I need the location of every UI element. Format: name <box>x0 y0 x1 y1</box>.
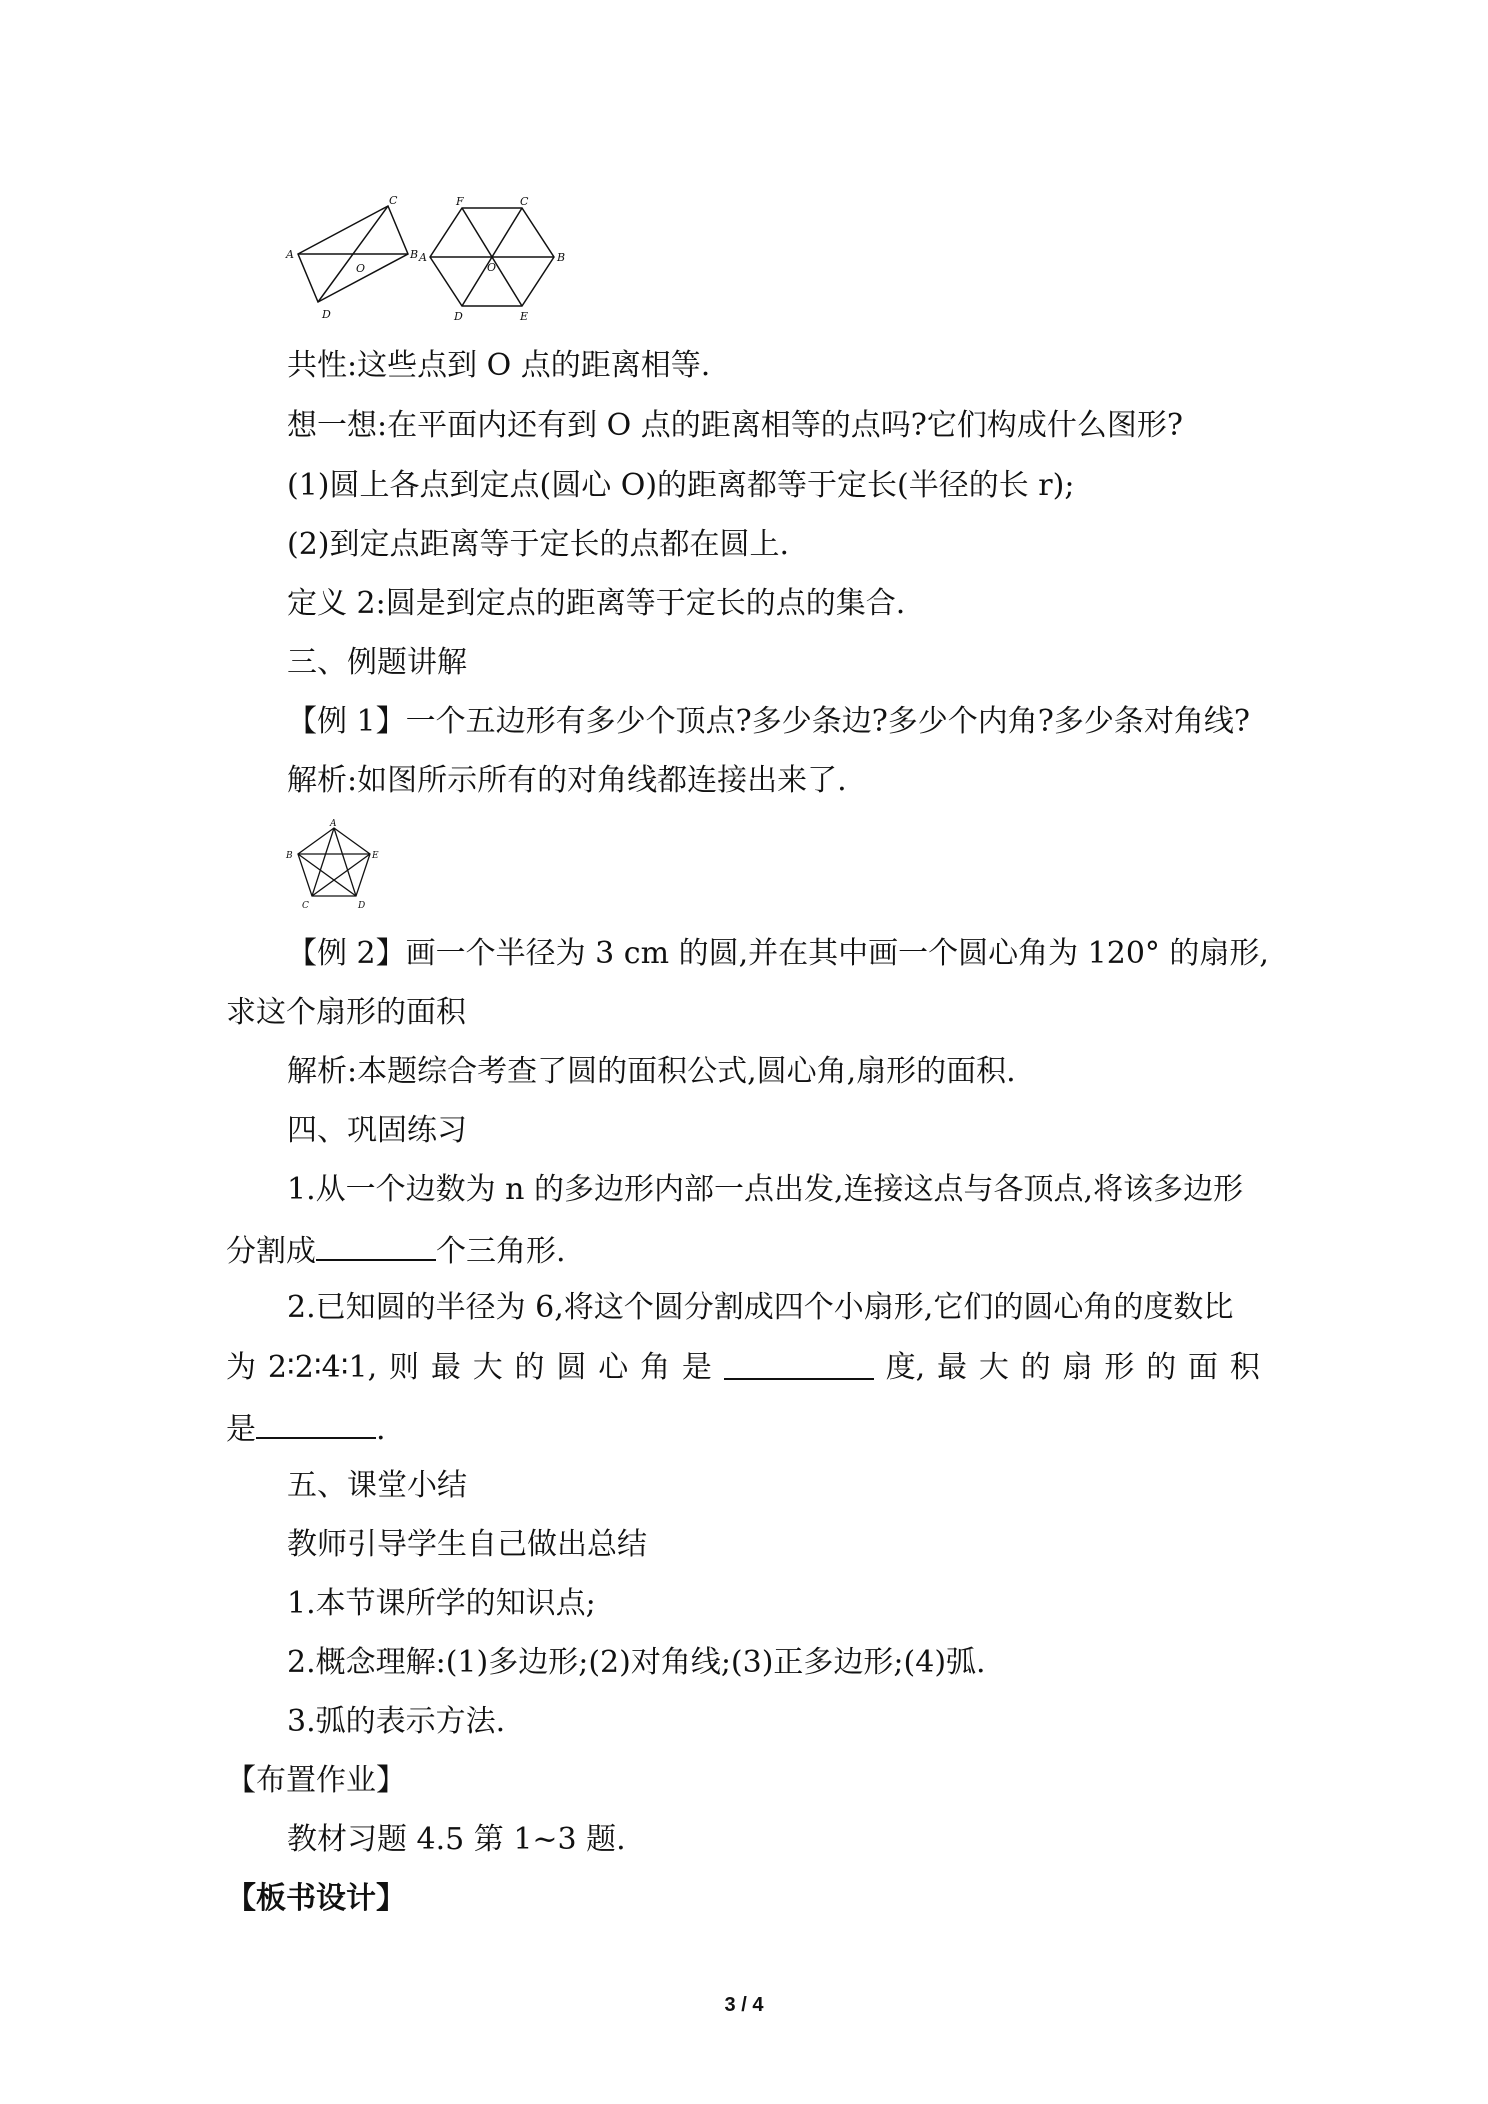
label-E2: E <box>520 310 529 323</box>
q2-word: 的 <box>1146 1350 1177 1385</box>
question-1-line-1: 1.从一个边数为 n 的多边形内部一点出发,连接这点与各顶点,将该多边形 <box>287 1172 1244 1207</box>
label-C2: C <box>520 195 529 208</box>
q2-word: 大 <box>978 1350 1009 1385</box>
commonality-text: 共性:这些点到 O 点的距离相等. <box>287 348 711 383</box>
example-2-line-2: 求这个扇形的面积 <box>226 995 466 1030</box>
summary-intro: 教师引导学生自己做出总结 <box>287 1527 647 1562</box>
definition-2: 定义 2:圆是到定点的距离等于定长的点的集合. <box>287 586 906 621</box>
question-1-line-2 <box>226 1229 566 1272</box>
question-1-suffix: 个三角形. <box>436 1234 566 1269</box>
q2-word: 大 <box>472 1350 503 1385</box>
q2-word: 度, <box>885 1350 926 1385</box>
question-1-prefix: 分割成 <box>226 1234 316 1269</box>
question-2-line-2 <box>226 1348 1260 1388</box>
q2-word: 面 <box>1188 1350 1219 1385</box>
q2-word: 的 <box>1020 1350 1051 1385</box>
label-B1: B <box>410 248 419 261</box>
think-text: 想一想:在平面内还有到 O 点的距离相等的点吗?它们构成什么图形? <box>287 408 1183 443</box>
q2-word: 角 <box>640 1350 671 1385</box>
pentagon-label-D: D <box>358 901 366 911</box>
point-2: (2)到定点距离等于定长的点都在圆上. <box>287 527 790 562</box>
question-2-suffix: . <box>376 1412 386 1447</box>
homework-text: 教材习题 4.5 第 1~3 题. <box>287 1822 626 1857</box>
question-2-line-3 <box>226 1407 386 1450</box>
label-D1: D <box>322 308 331 321</box>
label-C1: C <box>389 194 398 207</box>
point-1: (1)圆上各点到定点(圆心 O)的距离都等于定长(半径的长 r); <box>287 468 1075 503</box>
section-5-heading: 五、课堂小结 <box>287 1468 467 1503</box>
q2-word: 的 <box>514 1350 545 1385</box>
q2-ratio: 2∶2∶4∶1, <box>267 1350 378 1385</box>
pentagon-figure <box>284 818 384 914</box>
q2-word: 扇 <box>1062 1350 1093 1385</box>
section-4-heading: 四、巩固练习 <box>287 1113 467 1148</box>
q2-word: 积 <box>1229 1350 1260 1385</box>
label-F2: F <box>456 195 464 208</box>
example-1: 【例 1】一个五边形有多少个顶点?多少条边?多少个内角?多少条对角线? <box>287 704 1250 739</box>
parallelogram-hexagon-figure <box>284 196 564 330</box>
q2-word: 最 <box>430 1350 461 1385</box>
pentagon-label-C: C <box>302 901 309 911</box>
summary-item-1: 1.本节课所学的知识点; <box>287 1586 596 1621</box>
q2-word: 则 <box>389 1350 419 1385</box>
example-2-line-1: 【例 2】画一个半径为 3 cm 的圆,并在其中画一个圆心角为 120° 的扇形, <box>287 936 1269 971</box>
answer-blank-3[interactable] <box>256 1407 376 1439</box>
answer-blank-1[interactable] <box>316 1229 436 1261</box>
label-A1: A <box>286 248 294 261</box>
label-B2: B <box>557 251 566 264</box>
q2-word: 形 <box>1104 1350 1135 1385</box>
q2-word: 是 <box>681 1350 712 1385</box>
example-1-solution: 解析:如图所示所有的对角线都连接出来了. <box>287 763 847 798</box>
homework-heading: 【布置作业】 <box>226 1763 406 1798</box>
pentagon-label-E: E <box>372 851 379 861</box>
section-3-heading: 三、例题讲解 <box>287 645 467 680</box>
label-D2: D <box>454 310 463 323</box>
summary-item-2: 2.概念理解:(1)多边形;(2)对角线;(3)正多边形;(4)弧. <box>287 1645 986 1680</box>
q2-word: 最 <box>936 1350 967 1385</box>
pentagon-label-B: B <box>286 851 293 861</box>
answer-blank-2[interactable] <box>724 1348 874 1380</box>
label-A2: A <box>419 251 427 264</box>
summary-item-3: 3.弧的表示方法. <box>287 1704 506 1739</box>
example-2-solution: 解析:本题综合考查了圆的面积公式,圆心角,扇形的面积. <box>287 1054 1016 1089</box>
label-O2: O <box>487 261 497 274</box>
q2-word: 心 <box>598 1350 629 1385</box>
question-2-line-1: 2.已知圆的半径为 6,将这个圆分割成四个小扇形,它们的圆心角的度数比 <box>287 1290 1234 1325</box>
label-O1: O <box>356 262 366 275</box>
board-design-heading: 【板书设计】 <box>226 1881 406 1916</box>
q2-word: 圆 <box>556 1350 587 1385</box>
pentagon-label-A: A <box>330 819 337 829</box>
q2-word: 为 <box>226 1350 256 1385</box>
question-2-prefix: 是 <box>226 1412 256 1447</box>
page-number: 3 / 4 <box>724 1994 764 2016</box>
